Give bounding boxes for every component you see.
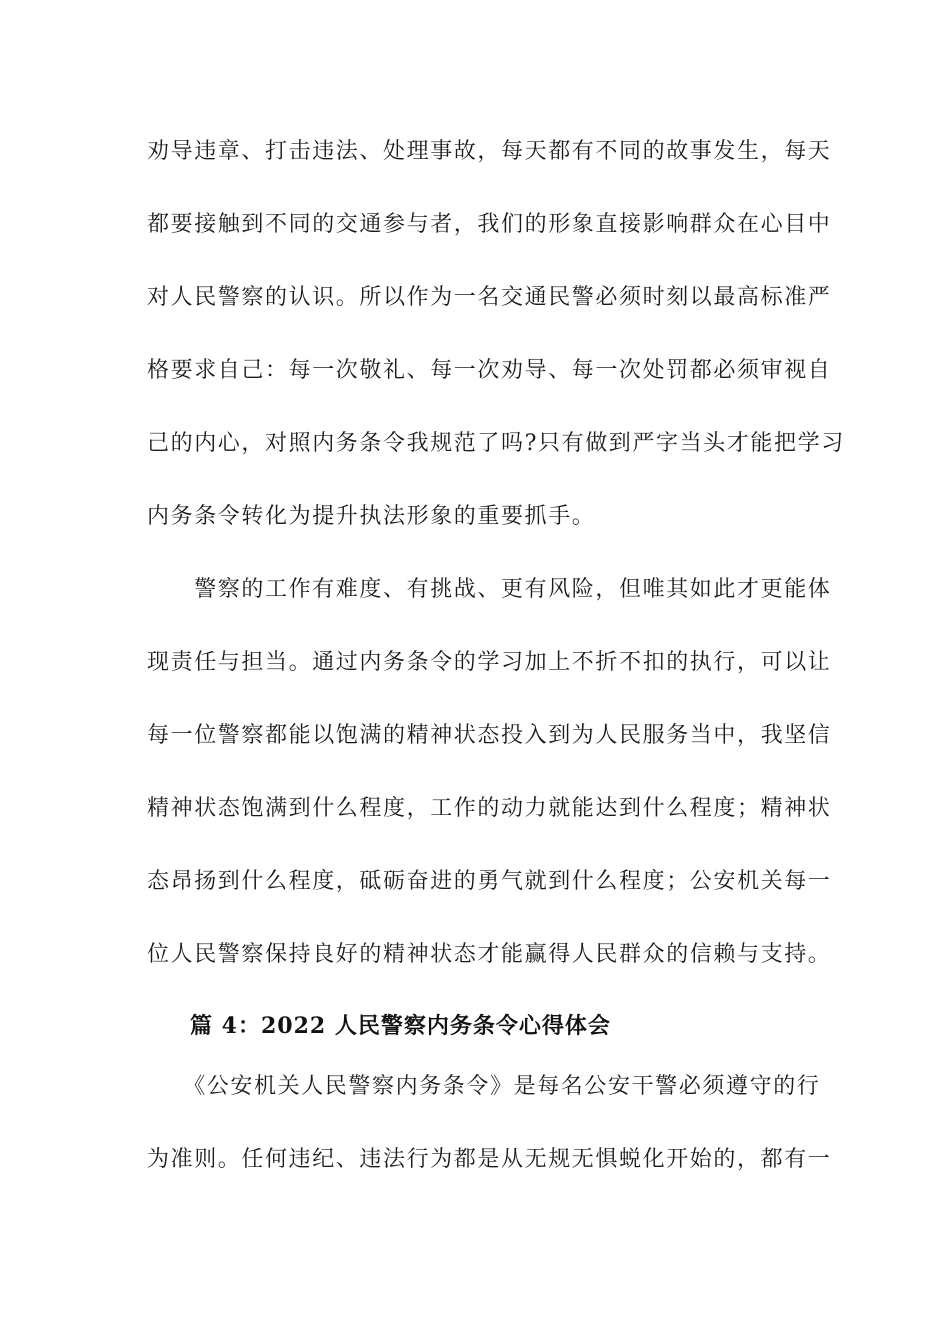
text-line: 对人民警察的认识。所以作为一名交通民警必须时刻以最高标准严 bbox=[147, 285, 832, 310]
text-line: 劝导违章、打击违法、处理事故，每天都有不同的故事发生，每天 bbox=[147, 139, 832, 164]
text-line: 现责任与担当。通过内务条令的学习加上不折不扣的执行，可以让 bbox=[147, 650, 832, 675]
text-line: 格要求自己：每一次敬礼、每一次劝导、每一次处罚都必须审视自 bbox=[147, 358, 832, 383]
text-line: 位人民警察保持良好的精神状态才能赢得人民群众的信赖与支持。 bbox=[147, 942, 832, 967]
text-line: 内务条令转化为提升执法形象的重要抓手。 bbox=[147, 504, 596, 529]
text-line: 为准则。任何违纪、违法行为都是从无规无惧蜕化开始的，都有一 bbox=[147, 1147, 832, 1172]
text-line: 《公安机关人民警察内务条令》是每名公安干警必须遵守的行 bbox=[147, 1074, 821, 1099]
section-heading: 篇 4：2022 人民警察内务条令心得体会 bbox=[190, 1013, 611, 1039]
text-line: 每一位警察都能以饱满的精神状态投入到为人民服务当中，我坚信 bbox=[147, 723, 832, 748]
text-line: 警察的工作有难度、有挑战、更有风险，但唯其如此才更能体 bbox=[147, 577, 832, 602]
text-line: 态昂扬到什么程度，砥砺奋进的勇气就到什么程度；公安机关每一 bbox=[147, 869, 832, 894]
text-line: 都要接触到不同的交通参与者，我们的形象直接影响群众在心目中 bbox=[147, 212, 832, 237]
text-line: 精神状态饱满到什么程度，工作的动力就能达到什么程度；精神状 bbox=[147, 796, 832, 821]
text-line: 己的内心，对照内务条令我规范了吗?只有做到严字当头才能把学习 bbox=[147, 431, 845, 456]
